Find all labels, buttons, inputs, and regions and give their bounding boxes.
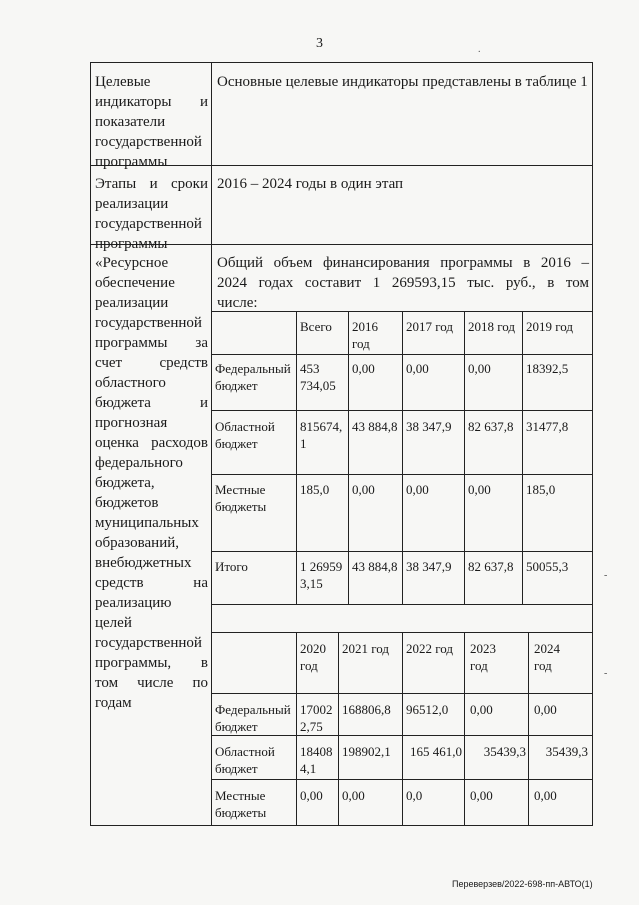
- page-number: 3: [316, 36, 323, 51]
- t2-r2-2023: 35439,3: [483, 744, 526, 759]
- t1-v-5: [522, 311, 523, 604]
- column-divider: [211, 62, 212, 826]
- t2-r2-2022: 165 461,0: [410, 744, 462, 759]
- t2-r1-2022: 96512,0: [406, 702, 449, 717]
- t2-v-2: [338, 632, 339, 826]
- t2-r1-2020: 17002 2,75: [300, 702, 333, 734]
- t1-r4-2018: 82 637,8: [468, 559, 514, 574]
- t1-r1-2019: 18392,5: [526, 361, 569, 376]
- t2-v-5: [528, 632, 529, 826]
- t1-r4-label: Итого: [215, 559, 248, 574]
- outer-border-left: [90, 62, 91, 826]
- scan-mark-1: -: [604, 570, 608, 581]
- t1-header-2017: 2017 год: [406, 319, 453, 334]
- t1-v-1: [296, 311, 297, 604]
- t2-r3-2024: 0,00: [534, 788, 557, 803]
- t1-r3-2016: 0,00: [352, 482, 375, 497]
- t1-v-2: [348, 311, 349, 604]
- t2-header-2024: 2024 год: [534, 641, 560, 673]
- t1-r2-2016: 43 884,8: [352, 419, 398, 434]
- t2-v-3: [402, 632, 403, 826]
- t1-header-2019: 2019 год: [526, 319, 573, 334]
- t1-r4-2019: 50055,3: [526, 559, 569, 574]
- t2-header-2023: 2023 год: [470, 641, 496, 673]
- t1-r1-2018: 0,00: [468, 361, 491, 376]
- t1-r1-2017: 0,00: [406, 361, 429, 376]
- t2-r1-2024: 0,00: [534, 702, 557, 717]
- outer-border-top: [90, 62, 593, 63]
- inner-h-6: [211, 604, 593, 605]
- t2-header-2020: 2020 год: [300, 641, 326, 673]
- t1-r3-total: 185,0: [300, 482, 330, 497]
- t2-r3-2020: 0,00: [300, 788, 323, 803]
- row-2-content: 2016 – 2024 годы в один этап: [217, 176, 404, 192]
- t2-header-2021: 2021 год: [342, 641, 389, 656]
- scan-mark-2: -: [604, 668, 608, 679]
- t2-header-2022: 2022 год: [406, 641, 453, 656]
- outer-border-bottom: [90, 825, 593, 826]
- document-footer-code: Переверзев/2022-698-пп-АВТО(1): [452, 879, 593, 889]
- t1-r4-total: 1 26959 3,15: [300, 559, 343, 591]
- t1-r3-2017: 0,00: [406, 482, 429, 497]
- t2-r1-label: Федеральный бюджет: [215, 702, 291, 734]
- t1-header-2018: 2018 год: [468, 319, 515, 334]
- t2-r2-2024: 35439,3: [545, 744, 588, 759]
- t1-header-2016: 2016 год: [352, 319, 378, 351]
- t1-header-total: Всего: [300, 319, 332, 334]
- t1-r1-2016: 0,00: [352, 361, 375, 376]
- t2-r3-2022: 0,0: [406, 788, 423, 803]
- row-1-content: Основные целевые индикаторы представлены в таблице 1: [217, 74, 588, 90]
- t2-r2-2020: 18408 4,1: [300, 744, 333, 776]
- t1-r4-2017: 38 347,9: [406, 559, 452, 574]
- scan-dot: .: [478, 44, 481, 55]
- t1-r1-label: Федеральный бюджет: [215, 361, 291, 393]
- t1-r2-2017: 38 347,9: [406, 419, 452, 434]
- t2-r1-2021: 168806,8: [342, 702, 391, 717]
- t2-r3-label: Местные бюджеты: [215, 788, 267, 820]
- outer-border-right: [592, 62, 593, 826]
- t2-r1-2023: 0,00: [470, 702, 493, 717]
- row-3-content: Общий объем финансирования программы в 2016 – 2024 годах составит 1 269593,15 тыс. руб., в том числе:: [217, 255, 589, 311]
- t2-v-1: [296, 632, 297, 826]
- t1-r2-label: Областной бюджет: [215, 419, 275, 451]
- t2-r3-2023: 0,00: [470, 788, 493, 803]
- row-2-label: Этапы и сроки реализации государственной программы: [95, 176, 208, 252]
- t2-v-4: [464, 632, 465, 826]
- t2-r2-2021: 198902,1: [342, 744, 391, 759]
- t1-r3-2019: 185,0: [526, 482, 556, 497]
- t2-r2-label: Областной бюджет: [215, 744, 275, 776]
- t1-r2-total: 815674, 1: [300, 419, 343, 451]
- t2-r3-2021: 0,00: [342, 788, 365, 803]
- row-3-label: «Ресурсное обеспечение реализации государственной программы за счет средств областного бюджета и прогнозная оценка расходов федерального бюджета, бюджетов муниципальных образований, внебюджетных средств на реализацию целей государственной программы, в том числе по годам: [95, 255, 208, 711]
- t1-r4-2016: 43 884,8: [352, 559, 398, 574]
- t1-r2-2018: 82 637,8: [468, 419, 514, 434]
- t1-r3-2018: 0,00: [468, 482, 491, 497]
- t1-v-4: [464, 311, 465, 604]
- t1-r1-total: 453 734,05: [300, 361, 336, 393]
- t1-r2-2019: 31477,8: [526, 419, 569, 434]
- row-1-label: Целевые индикаторы и показатели государственной программы: [95, 74, 208, 170]
- t1-v-3: [402, 311, 403, 604]
- t1-r3-label: Местные бюджеты: [215, 482, 267, 514]
